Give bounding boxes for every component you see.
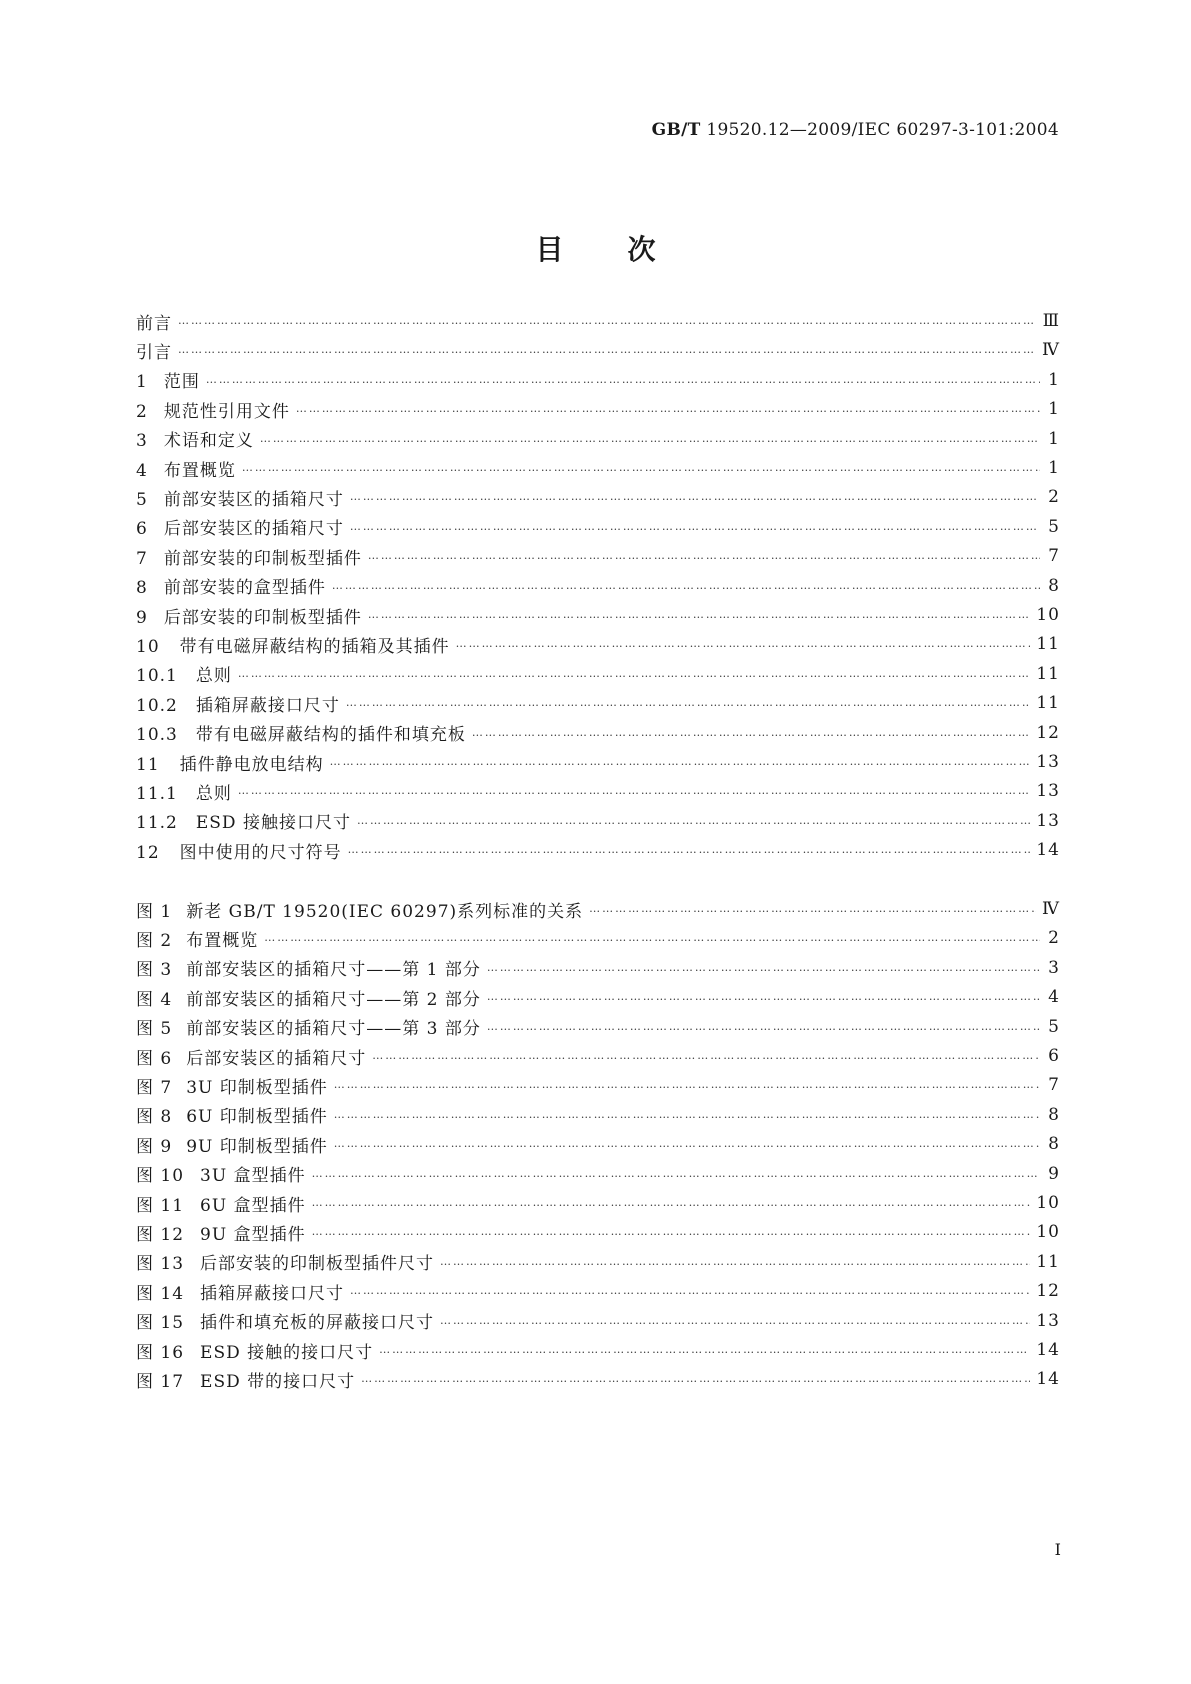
toc-entry-page: 1 (1048, 399, 1060, 420)
figure-entry[interactable] (136, 1335, 1060, 1365)
toc-entry-number: 10.1 (136, 666, 178, 687)
figure-entry-number: 图 5 (136, 1019, 173, 1040)
toc-entry[interactable] (136, 394, 1060, 424)
toc-entry-page: 2 (1048, 487, 1060, 508)
toc-entry-title: 带有电磁屏蔽结构的插件和填充板 (195, 725, 466, 746)
toc-entry-number: 6 (136, 519, 148, 540)
toc-entry-number: 1 (136, 372, 148, 393)
figure-entry-label (136, 985, 487, 1010)
figure-entry-page: 9 (1048, 1163, 1060, 1184)
toc-entry-number: 5 (136, 489, 148, 510)
figure-entry-number: 图 10 (136, 1166, 185, 1187)
dot-leader (334, 1070, 1040, 1100)
figure-entry-number: 图 1 (136, 901, 173, 922)
dot-leader (368, 541, 1040, 571)
toc-entry-title: 前言 (136, 313, 172, 334)
figure-entry-label (136, 1308, 440, 1333)
figure-entry-label (136, 1044, 372, 1069)
figure-entry[interactable] (136, 1129, 1060, 1159)
toc-entry-label (136, 661, 238, 686)
dot-leader (440, 1247, 1030, 1277)
toc-entry-page: 7 (1048, 546, 1060, 567)
figure-entry[interactable] (136, 1012, 1060, 1042)
dot-leader (589, 894, 1036, 924)
toc-entry-title: 总则 (195, 666, 232, 687)
dot-leader (242, 453, 1040, 483)
toc-entry-number: 10.3 (136, 725, 178, 746)
toc-entry-label (136, 573, 332, 598)
figure-entry[interactable] (136, 1306, 1060, 1336)
toc-entry[interactable] (136, 718, 1060, 748)
toc-entry[interactable] (136, 453, 1060, 483)
dot-leader (260, 424, 1040, 454)
toc-entry-number: 11 (136, 754, 160, 775)
dot-leader (178, 306, 1037, 336)
dot-leader (206, 365, 1040, 395)
toc-entry[interactable] (136, 629, 1060, 659)
dot-leader (368, 600, 1031, 630)
toc-entry-title: 插件静电放电结构 (179, 754, 324, 775)
figure-entry-number: 图 3 (136, 960, 173, 981)
dot-leader (332, 571, 1040, 601)
dot-leader (357, 806, 1030, 836)
figure-entry-page: 14 (1036, 1340, 1060, 1360)
toc-entry[interactable] (136, 747, 1060, 777)
figure-entry-number: 图 17 (136, 1371, 185, 1392)
figure-entry[interactable] (136, 894, 1060, 924)
toc-entry-label (136, 309, 178, 334)
dot-leader (330, 747, 1031, 777)
toc-entry-title: 规范性引用文件 (163, 401, 290, 422)
figure-entry-page: 8 (1048, 1104, 1060, 1125)
figure-entry-title: 后部安装区的插箱尺寸 (186, 1048, 367, 1069)
dot-leader (456, 629, 1031, 659)
figure-entry-label (136, 1161, 312, 1186)
toc-entry-title: 范围 (163, 372, 200, 393)
toc-entry-number: 10 (136, 636, 160, 657)
toc-entry-title: 术语和定义 (163, 431, 254, 452)
dot-leader (178, 335, 1036, 365)
dot-leader (348, 835, 1031, 865)
toc-entry[interactable] (136, 482, 1060, 512)
toc-entry-label (136, 426, 260, 451)
figure-entry-title: 前部安装区的插箱尺寸——第 2 部分 (186, 989, 481, 1010)
toc-entry-label (136, 338, 178, 363)
toc-entry-number: 11.1 (136, 783, 178, 804)
dot-leader (440, 1306, 1030, 1336)
dot-leader (238, 776, 1031, 806)
toc-entry-page: 10 (1036, 605, 1060, 625)
toc-entry-number: 11.2 (136, 813, 178, 834)
figure-entry-label (136, 1102, 334, 1127)
standard-code: 19520.12—2009/IEC 60297-3-101:2004 (700, 120, 1059, 140)
figure-entry-number: 图 2 (136, 930, 173, 951)
dot-leader (361, 1364, 1030, 1394)
toc-entry-label (136, 603, 368, 628)
figure-entry-page: 14 (1036, 1369, 1060, 1390)
figure-entry-title: 布置概览 (186, 930, 259, 951)
toc-entry-page: 13 (1036, 752, 1060, 772)
figure-entry-label (136, 926, 264, 951)
toc-entry[interactable] (136, 835, 1060, 865)
figure-entry-title: ESD 带的接口尺寸 (200, 1371, 356, 1392)
document-header (652, 120, 1059, 140)
figure-entry[interactable] (136, 953, 1060, 983)
dot-leader (334, 1129, 1040, 1159)
toc-entry-label (136, 691, 346, 716)
toc-entry-page: Ⅲ (1042, 311, 1060, 331)
figure-entry[interactable] (136, 1188, 1060, 1218)
figure-entry-title: 9U 印制板型插件 (186, 1136, 328, 1157)
toc-entry-page: 13 (1036, 781, 1060, 802)
figure-entry[interactable] (136, 923, 1060, 953)
figure-entry-page: 10 (1036, 1222, 1060, 1243)
figure-entry[interactable] (136, 1247, 1060, 1277)
figure-entry-title: 前部安装区的插箱尺寸——第 1 部分 (186, 960, 481, 981)
toc-entry-label (136, 779, 238, 804)
figure-entry-title: 3U 印制板型插件 (186, 1077, 328, 1098)
toc-entry-label (136, 632, 456, 657)
figure-entry-label (136, 1249, 440, 1274)
toc-entry-number: 2 (136, 401, 148, 422)
toc-entry-number: 7 (136, 548, 148, 569)
figure-entry-number: 图 8 (136, 1107, 173, 1128)
dot-leader (487, 982, 1040, 1012)
toc-entry-page: 11 (1036, 663, 1060, 684)
dot-leader (334, 1100, 1040, 1130)
toc-entry-number: 4 (136, 460, 148, 481)
toc-entry-page: 1 (1048, 458, 1060, 478)
toc-entry-number: 10.2 (136, 695, 178, 716)
figure-entry-number: 图 14 (136, 1283, 185, 1304)
figure-entry-number: 图 13 (136, 1254, 185, 1275)
dot-leader (350, 512, 1040, 542)
figure-entry-number: 图 9 (136, 1136, 173, 1157)
figure-entry-label (136, 1073, 334, 1098)
toc-entry-number: 9 (136, 607, 148, 628)
figure-entry-title: 插件和填充板的屏蔽接口尺寸 (200, 1313, 435, 1334)
toc-entry[interactable] (136, 688, 1060, 718)
toc-entry-title: 总则 (195, 783, 232, 804)
toc-entry-title: 引言 (136, 342, 172, 363)
figure-entry-label (136, 1220, 312, 1245)
toc-entry-title: 前部安装的印制板型插件 (163, 548, 362, 569)
toc-entry-title: 带有电磁屏蔽结构的插箱及其插件 (179, 636, 450, 657)
dot-leader (372, 1041, 1040, 1071)
toc-entry[interactable] (136, 541, 1060, 571)
figure-entry[interactable] (136, 1159, 1060, 1189)
figure-entry-page: 7 (1048, 1075, 1060, 1096)
figure-entry-number: 图 15 (136, 1313, 185, 1334)
figure-entry-label (136, 955, 487, 980)
figure-entry-number: 图 6 (136, 1048, 173, 1069)
figure-entry-page: 3 (1048, 957, 1060, 978)
toc-entry[interactable] (136, 512, 1060, 542)
figure-entry-title: 6U 盒型插件 (200, 1195, 306, 1216)
figure-entry-title: 插箱屏蔽接口尺寸 (200, 1283, 345, 1304)
toc-entry[interactable] (136, 365, 1060, 395)
dot-leader (296, 394, 1040, 424)
toc-entry-title: 前部安装区的插箱尺寸 (163, 489, 344, 510)
dot-leader (264, 923, 1040, 953)
toc-entry-title: 布置概览 (163, 460, 236, 481)
figure-entry-page: 4 (1048, 987, 1060, 1008)
dot-leader (312, 1217, 1031, 1247)
toc-entry-page: Ⅳ (1042, 340, 1060, 361)
dot-leader (472, 718, 1031, 748)
dot-leader (346, 688, 1031, 718)
toc-entry-page: 14 (1036, 840, 1060, 861)
toc-entry-number: 12 (136, 842, 160, 863)
toc-entry[interactable] (136, 659, 1060, 689)
toc-entry-page: 13 (1036, 810, 1060, 831)
figure-entry-page: 5 (1048, 1016, 1060, 1037)
figure-entry[interactable] (136, 1041, 1060, 1071)
dot-leader (487, 953, 1040, 983)
figure-entry-page: Ⅳ (1042, 899, 1060, 919)
toc-entry-number: 8 (136, 578, 148, 599)
figure-entry-number: 图 7 (136, 1077, 173, 1098)
figure-entry-page: 13 (1036, 1310, 1060, 1331)
figure-entry-label (136, 1279, 350, 1304)
toc-entry-label (136, 456, 242, 481)
figure-entry[interactable] (136, 982, 1060, 1012)
toc-entry-page: 8 (1048, 575, 1060, 596)
toc-entry-title: 后部安装的印制板型插件 (163, 607, 362, 628)
figure-entry-label (136, 1132, 334, 1157)
toc-entry-page: 12 (1036, 722, 1060, 743)
toc-entry-label (136, 367, 206, 392)
toc-entry-title: 后部安装区的插箱尺寸 (163, 519, 344, 540)
figure-entry-label (136, 1367, 361, 1392)
dot-leader (379, 1335, 1030, 1365)
figure-entry-number: 图 4 (136, 989, 173, 1010)
figure-entry[interactable] (136, 1217, 1060, 1247)
toc-entry-number: 3 (136, 431, 148, 452)
toc-entry-title: 图中使用的尺寸符号 (179, 842, 342, 863)
figure-entry-label (136, 897, 589, 922)
toc-entry-title: ESD 接触接口尺寸 (195, 813, 351, 834)
figure-entry-number: 图 11 (136, 1195, 185, 1216)
page-number: I (1054, 1540, 1061, 1559)
dot-leader (312, 1188, 1031, 1218)
toc-entry-page: 5 (1048, 516, 1060, 537)
figure-entry-title: 6U 印制板型插件 (186, 1107, 328, 1128)
dot-leader (238, 659, 1031, 689)
toc-entry[interactable] (136, 600, 1060, 630)
toc-entry-label (136, 720, 472, 745)
toc-entry[interactable] (136, 424, 1060, 454)
toc-entry[interactable] (136, 571, 1060, 601)
toc-entry-label (136, 838, 348, 863)
toc-entry-page: 11 (1036, 634, 1060, 655)
figure-entry-page: 11 (1036, 1251, 1060, 1272)
figure-entry-number: 图 16 (136, 1342, 185, 1363)
standard-code-prefix: GB/T (651, 120, 701, 140)
page-title: 目次 (535, 233, 720, 266)
toc-entry-page: 1 (1048, 428, 1060, 449)
figure-entry-title: 新老 GB/T 19520(IEC 60297)系列标准的关系 (186, 901, 584, 922)
figure-entry[interactable] (136, 1100, 1060, 1130)
figure-entry-page: 8 (1048, 1134, 1060, 1155)
toc-entry-label (136, 808, 357, 833)
toc-entry-title: 插箱屏蔽接口尺寸 (195, 695, 340, 716)
figure-entry-page: 12 (1036, 1281, 1060, 1302)
toc-entry-page: 1 (1048, 369, 1060, 390)
dot-leader (350, 1276, 1030, 1306)
figure-entry-page: 2 (1048, 928, 1060, 949)
toc-entry-label (136, 750, 330, 775)
figure-entry-page: 10 (1036, 1193, 1060, 1213)
figure-entry-title: 后部安装的印制板型插件尺寸 (200, 1254, 435, 1275)
figure-entry[interactable] (136, 1070, 1060, 1100)
toc-entry[interactable] (136, 306, 1060, 336)
figure-entry-title: 3U 盒型插件 (200, 1166, 306, 1187)
toc-entry-page: 11 (1036, 693, 1060, 714)
dot-leader (350, 482, 1040, 512)
figure-entry-title: ESD 接触的接口尺寸 (200, 1342, 374, 1363)
figure-entry-page: 6 (1048, 1046, 1060, 1066)
figure-entry[interactable] (136, 1276, 1060, 1306)
figure-entry-label (136, 1014, 487, 1039)
toc-entry[interactable] (136, 806, 1060, 836)
figure-entry-title: 前部安装区的插箱尺寸——第 3 部分 (186, 1019, 481, 1040)
toc-entry-label (136, 514, 350, 539)
toc-entry-label (136, 544, 368, 569)
toc-entry[interactable] (136, 776, 1060, 806)
figure-entry[interactable] (136, 1364, 1060, 1394)
figure-entry-number: 图 12 (136, 1224, 185, 1245)
figure-entry-title: 9U 盒型插件 (200, 1224, 306, 1245)
figure-entry-label (136, 1338, 379, 1363)
toc-entry-label (136, 397, 296, 422)
figure-entry-label (136, 1191, 312, 1216)
dot-leader (487, 1012, 1040, 1042)
toc-entry-label (136, 485, 350, 510)
toc-entry[interactable] (136, 335, 1060, 365)
dot-leader (312, 1159, 1040, 1189)
toc-entry-title: 前部安装的盒型插件 (163, 578, 326, 599)
